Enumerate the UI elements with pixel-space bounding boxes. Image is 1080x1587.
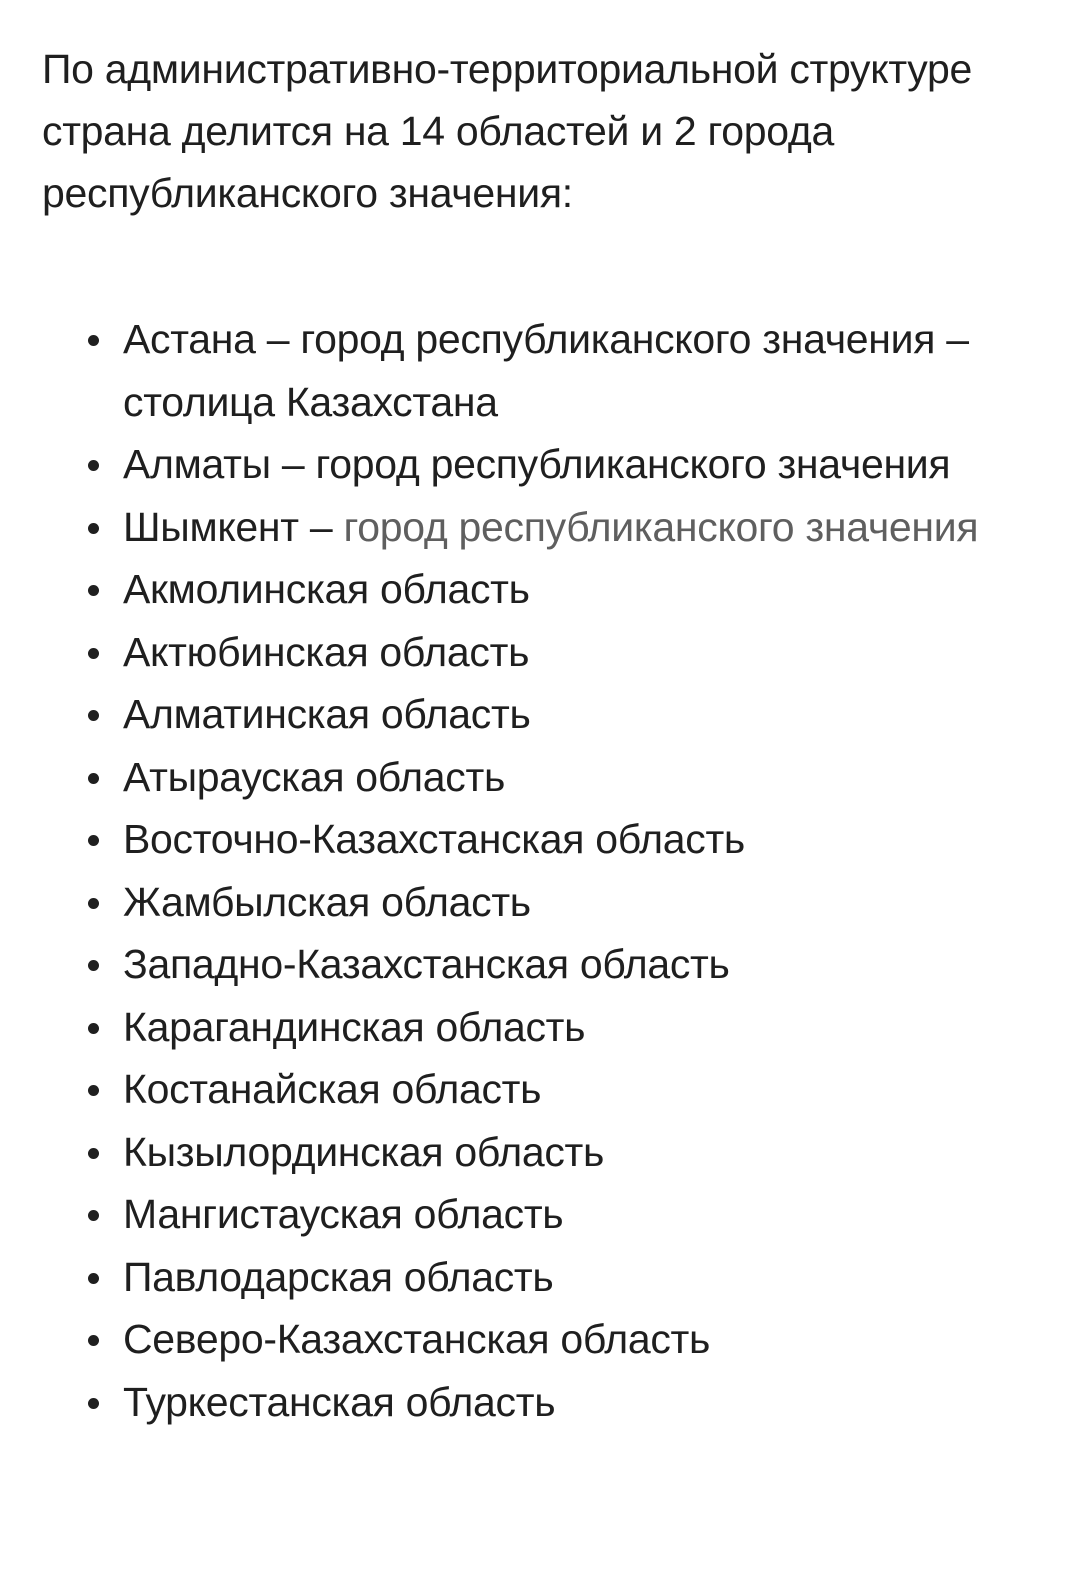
bullet-icon — [88, 1148, 99, 1159]
list-item — [42, 996, 1040, 1059]
bullet-icon — [88, 523, 99, 534]
region-name: Алматы — [123, 441, 271, 487]
region-separator: – — [298, 503, 344, 550]
region-separator: – — [270, 441, 316, 487]
region-name: Костанайская область — [123, 1066, 542, 1112]
region-name: Кызылординская область — [123, 1128, 605, 1175]
region-name: Карагандинская область — [123, 1003, 586, 1050]
bullet-icon — [88, 335, 99, 346]
bullet-icon — [88, 585, 99, 596]
list-item — [42, 746, 1040, 809]
region-name: Северо-Казахстанская область — [123, 1316, 711, 1362]
list-item — [42, 433, 1040, 496]
bullet-icon — [88, 1210, 99, 1221]
region-name: Астана — [123, 316, 256, 362]
bullet-icon — [88, 1273, 99, 1284]
region-name: Шымкент — [123, 503, 299, 550]
region-name: Восточно-Казахстанская область — [123, 816, 745, 862]
bullet-icon — [88, 1335, 99, 1346]
list-item — [42, 496, 1040, 559]
bullet-icon — [88, 648, 99, 659]
list-item — [42, 1121, 1040, 1184]
region-description: город республиканского значения — [315, 441, 951, 487]
region-name: Мангистауская область — [123, 1191, 564, 1237]
region-name: Жамбылская область — [123, 878, 531, 925]
intro-paragraph: По административно-территориальной структуре страна делится на 14 областей и 2 города республиканского значения: — [42, 46, 973, 216]
region-name: Западно-Казахстанская область — [123, 941, 730, 987]
list-item — [42, 933, 1040, 996]
list-item — [42, 1371, 1040, 1434]
list-item — [42, 1183, 1040, 1246]
bullet-icon — [88, 460, 99, 471]
list-item — [42, 1246, 1040, 1309]
region-name: Туркестанская область — [123, 1378, 556, 1425]
list-item — [42, 808, 1040, 871]
bullet-icon — [88, 710, 99, 721]
bullet-icon — [88, 1398, 99, 1409]
list-item — [42, 558, 1040, 621]
region-description: город республиканского значения – столица Казахстана — [123, 316, 969, 425]
list-item — [42, 308, 1040, 433]
bullet-icon — [88, 898, 99, 909]
list-item — [42, 1058, 1040, 1121]
region-separator: – — [255, 316, 301, 362]
list-item — [42, 621, 1040, 684]
region-name: Алматинская область — [123, 691, 531, 737]
region-description: город республиканского значения — [343, 503, 979, 550]
bullet-icon — [88, 835, 99, 846]
list-item — [42, 683, 1040, 746]
region-name: Акмолинская область — [123, 566, 530, 612]
list-item — [42, 871, 1040, 934]
bullet-icon — [88, 773, 99, 784]
regions-list — [42, 308, 1040, 1433]
list-item — [42, 1308, 1040, 1371]
region-name: Атырауская область — [123, 753, 506, 800]
region-name: Павлодарская область — [123, 1253, 554, 1300]
bullet-icon — [88, 960, 99, 971]
bullet-icon — [88, 1023, 99, 1034]
bullet-icon — [88, 1085, 99, 1096]
region-name: Актюбинская область — [123, 628, 530, 675]
